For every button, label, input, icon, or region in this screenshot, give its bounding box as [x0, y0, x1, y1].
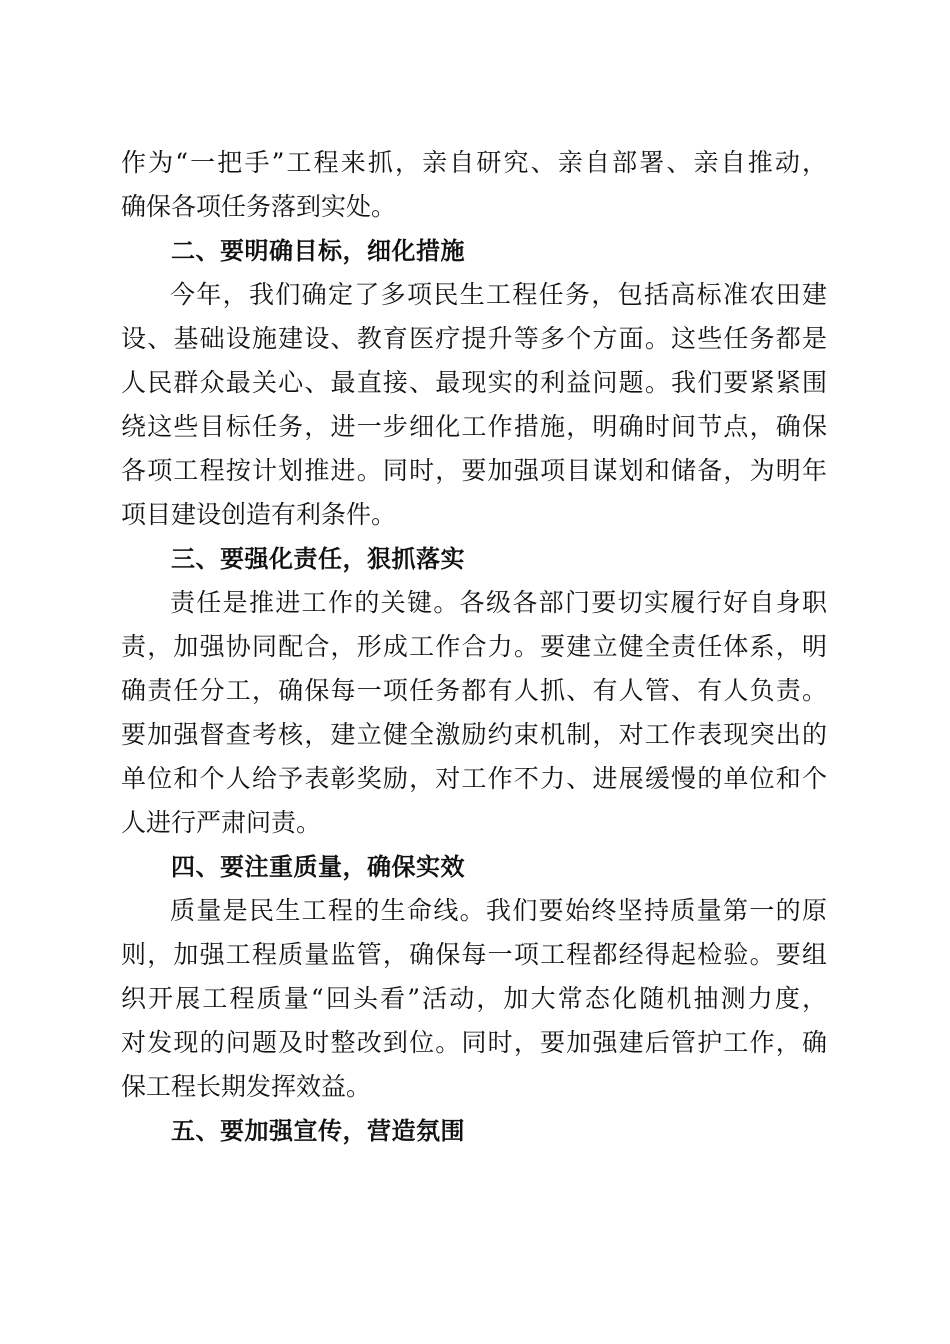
paragraph-line: 织开展工程质量“回头看”活动，加大常态化随机抽测力度， [121, 984, 827, 1013]
paragraph-line: 项目建设创造有利条件。 [121, 500, 397, 529]
paragraph-line: 设、基础设施建设、教育医疗提升等多个方面。这些任务都是 [121, 324, 827, 353]
paragraph-line: 确保各项任务落到实处。 [121, 192, 397, 221]
section-heading: 二、要明确目标，细化措施 [171, 237, 465, 265]
section-3 [121, 537, 827, 845]
paragraph-line: 对发现的问题及时整改到位。同时，要加强建后管护工作，确 [121, 1028, 827, 1057]
section-paragraph [121, 889, 827, 1109]
document-body [121, 141, 827, 1153]
paragraph-line: 人民群众最关心、最直接、最现实的利益问题。我们要紧紧围 [121, 368, 827, 397]
section-heading: 五、要加强宣传，营造氛围 [171, 1117, 465, 1145]
paragraph-line: 责，加强协同配合，形成工作合力。要建立健全责任体系，明 [121, 632, 827, 661]
paragraph-line: 各项工程按计划推进。同时，要加强项目谋划和储备，为明年 [121, 456, 827, 485]
section-paragraph [121, 581, 827, 845]
paragraph-line: 绕这些目标任务，进一步细化工作措施，明确时间节点，确保 [121, 412, 827, 441]
section-paragraph [121, 273, 827, 537]
paragraph-line: 质量是民生工程的生命线。我们要始终坚持质量第一的原 [170, 896, 827, 925]
section-4 [121, 845, 827, 1109]
section-2 [121, 229, 827, 537]
paragraph-line: 保工程长期发挥效益。 [121, 1072, 372, 1101]
intro-paragraph [121, 141, 827, 229]
paragraph-line: 要加强督查考核，建立健全激励约束机制，对工作表现突出的 [121, 720, 827, 749]
paragraph-line: 则，加强工程质量监管，确保每一项工程都经得起检验。要组 [121, 940, 827, 969]
section-5 [121, 1109, 827, 1153]
paragraph-line: 责任是推进工作的关键。各级各部门要切实履行好自身职 [170, 588, 827, 617]
paragraph-line: 确责任分工，确保每一项任务都有人抓、有人管、有人负责。 [121, 676, 827, 705]
section-heading: 三、要强化责任，狠抓落实 [171, 545, 465, 573]
section-heading: 四、要注重质量，确保实效 [171, 853, 465, 881]
paragraph-line: 人进行严肃问责。 [121, 808, 322, 837]
paragraph-line: 单位和个人给予表彰奖励，对工作不力、进展缓慢的单位和个 [121, 764, 827, 793]
paragraph-line: 今年，我们确定了多项民生工程任务，包括高标准农田建 [170, 280, 827, 309]
paragraph-line: 作为“一把手”工程来抓，亲自研究、亲自部署、亲自推动， [121, 148, 827, 177]
